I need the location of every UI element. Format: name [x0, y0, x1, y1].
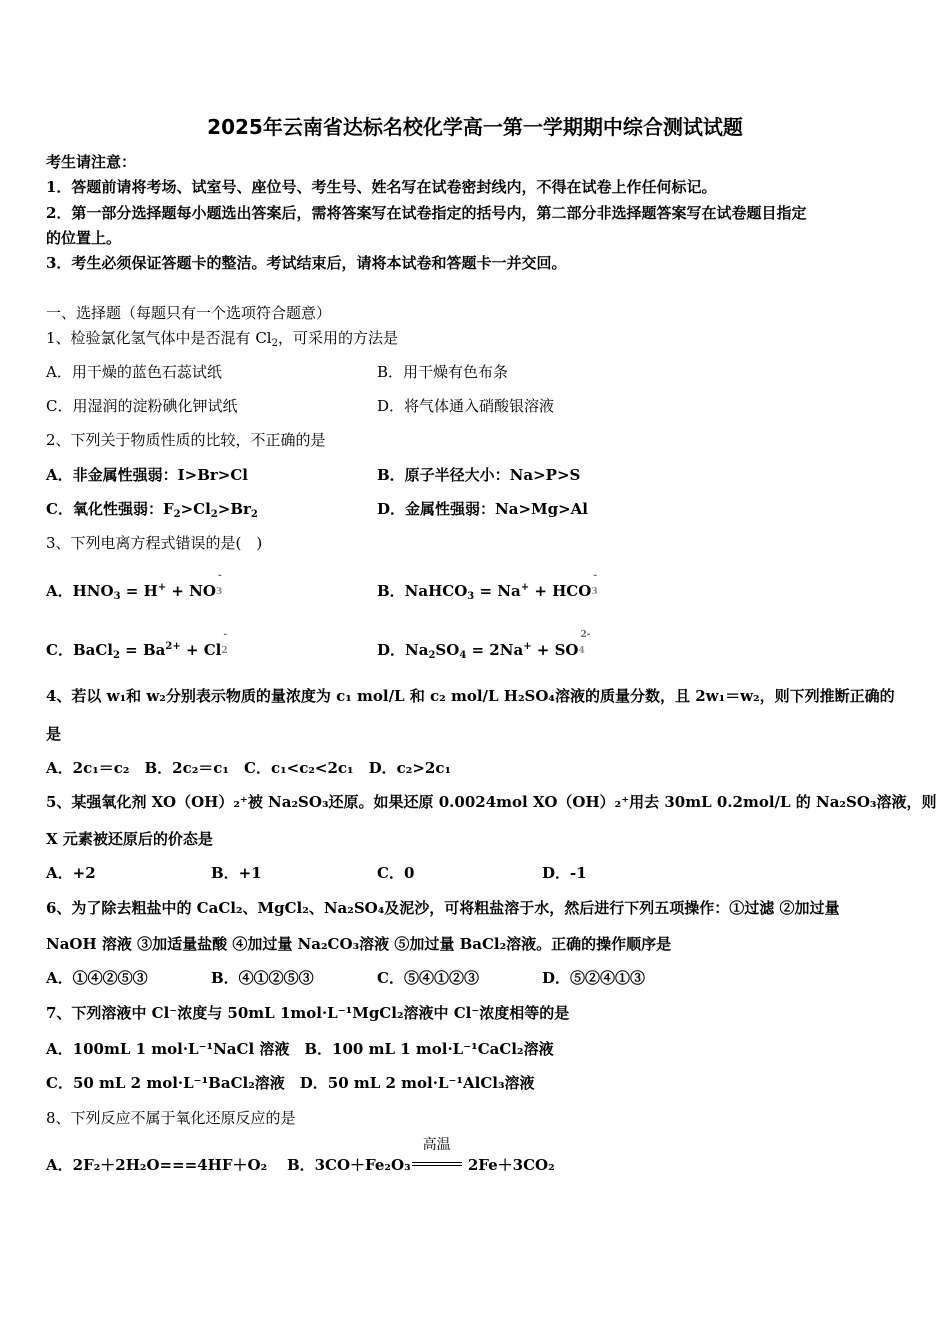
notice-item-2b: 的位置上。 [46, 229, 122, 247]
q4-stem-line1: 4、若以 w₁和 w₂分别表示物质的量浓度为 c₁ mol/L 和 c₂ mol/L H₂SO₄溶液的质量分数，且 2w₁＝w₂，则下列推断正确的 [46, 687, 895, 705]
q5-stem-line2: X 元素被还原后的价态是 [46, 830, 213, 848]
q4-stem-line2: 是 [46, 725, 62, 743]
q6-option-a: A．①④②⑤③ [46, 969, 148, 987]
q5-option-a: A．+2 [46, 864, 96, 882]
notice-heading: 考生请注意： [46, 153, 137, 171]
q5-option-c: C．0 [377, 864, 415, 882]
q8-option-b-left: B．3CO＋Fe₂O₃ [286, 1156, 411, 1174]
q7-options-cd: C．50 mL 2 mol·L⁻¹BaCl₂溶液 D．50 mL 2 mol·L⁻¹AlCl₃溶液 [46, 1074, 535, 1092]
q1-option-b: B．用干燥有色布条 [377, 363, 509, 381]
page-title: 2025年云南省达标名校化学高一第一学期期中综合测试试题 [207, 115, 743, 139]
notice-item-1: 1．答题前请将考场、试室号、座位号、考生号、姓名写在试卷密封线内，不得在试卷上作任何标记。 [46, 178, 717, 196]
reaction-arrow [411, 1137, 463, 1175]
q1-stem: 1、检验氯化氢气体中是否混有 $Cl_2$，可采用的方法是 [46, 329, 398, 349]
q2-option-d: D．金属性强弱：Na>Mg>Al [377, 500, 589, 518]
section-heading: 一、选择题（每题只有一个选项符合题意） [46, 304, 332, 322]
q1-option-c: C．用湿润的淀粉碘化钾试纸 [46, 397, 238, 415]
q3-option-d: D．$Na_2SO_4 = 2Na^+$ + SO 2- 4 [377, 630, 591, 661]
q6-stem-line2: NaOH 溶液 ③加适量盐酸 ④加过量 Na₂CO₃溶液 ⑤加过量 BaCl₂溶液。正确的操作顺序是 [46, 935, 672, 953]
q8-option-b-right: 2Fe＋3CO₂ [462, 1156, 555, 1174]
q1-option-a: A．用干燥的蓝色石蕊试纸 [46, 363, 222, 381]
q7-options-ab: A．100mL 1 mol·L⁻¹NaCl 溶液 B．100 mL 1 mol·L⁻¹CaCl₂溶液 [46, 1040, 554, 1058]
q3-option-a: A．$HNO_3 = H^+$ + NO - 3 [46, 571, 223, 602]
q5-option-b: B．+1 [211, 864, 262, 882]
q5-stem-line1: 5、某强氧化剂 XO（OH）₂⁺被 Na₂SO₃还原。如果还原 0.0024mol XO（OH）₂⁺用去 30mL 0.2mol/L 的 Na₂SO₃溶液，则 [46, 793, 937, 811]
q6-stem-line1: 6、为了除去粗盐中的 CaCl₂、MgCl₂、Na₂SO₄及泥沙，可将粗盐溶于水，然后进行下列五项操作：①过滤 ②加过量 [46, 899, 840, 917]
q8-options [46, 1137, 555, 1175]
notice-item-3: 3．考生必须保证答题卡的整洁。考试结束后，请将本试卷和答题卡一并交回。 [46, 254, 567, 272]
q2-option-b: B．原子半径大小：Na>P>S [377, 466, 581, 484]
q2-option-a: A．非金属性强弱：I>Br>Cl [46, 466, 249, 484]
q8-stem: 8、下列反应不属于氧化还原反应的是 [46, 1109, 296, 1127]
q3-option-b: B．NaHCO$_3$ = Na+ + HCO - 3 [377, 571, 598, 602]
q2-stem: 2、下列关于物质性质的比较，不正确的是 [46, 431, 326, 449]
q3-option-c: C．BaCl$_2$ = $Ba^{2+} + Cl$ - 2 [46, 630, 228, 661]
q6-option-b: B．④①②⑤③ [211, 969, 314, 987]
q6-option-d: D．⑤②④①③ [542, 969, 646, 987]
q2-option-c: C．氧化性强弱：$F_2>Cl_2>Br_2$ [46, 500, 258, 520]
notice-item-2a: 2．第一部分选择题每小题选出答案后，需将答案写在试卷指定的括号内，第二部分非选择题答案写在试卷题目指定 [46, 204, 807, 222]
q5-option-d: D．-1 [542, 864, 587, 882]
q4-options: A．2c₁＝c₂ B．2c₂＝c₁ C．c₁<c₂<2c₁ D．c₂>2c₁ [46, 759, 452, 777]
q8-option-a: A．2F₂＋2H₂O===4HF＋O₂ [46, 1156, 268, 1174]
q6-option-c: C．⑤④①②③ [377, 969, 479, 987]
reaction-condition: 高温 [422, 1137, 451, 1153]
q3-stem: 3、下列电离方程式错误的是( ) [46, 534, 263, 552]
q7-stem: 7、下列溶液中 Cl⁻浓度与 50mL 1mol·L⁻¹MgCl₂溶液中 Cl⁻浓度相等的是 [46, 1004, 570, 1022]
q1-option-d: D．将气体通入硝酸银溶液 [377, 397, 555, 415]
